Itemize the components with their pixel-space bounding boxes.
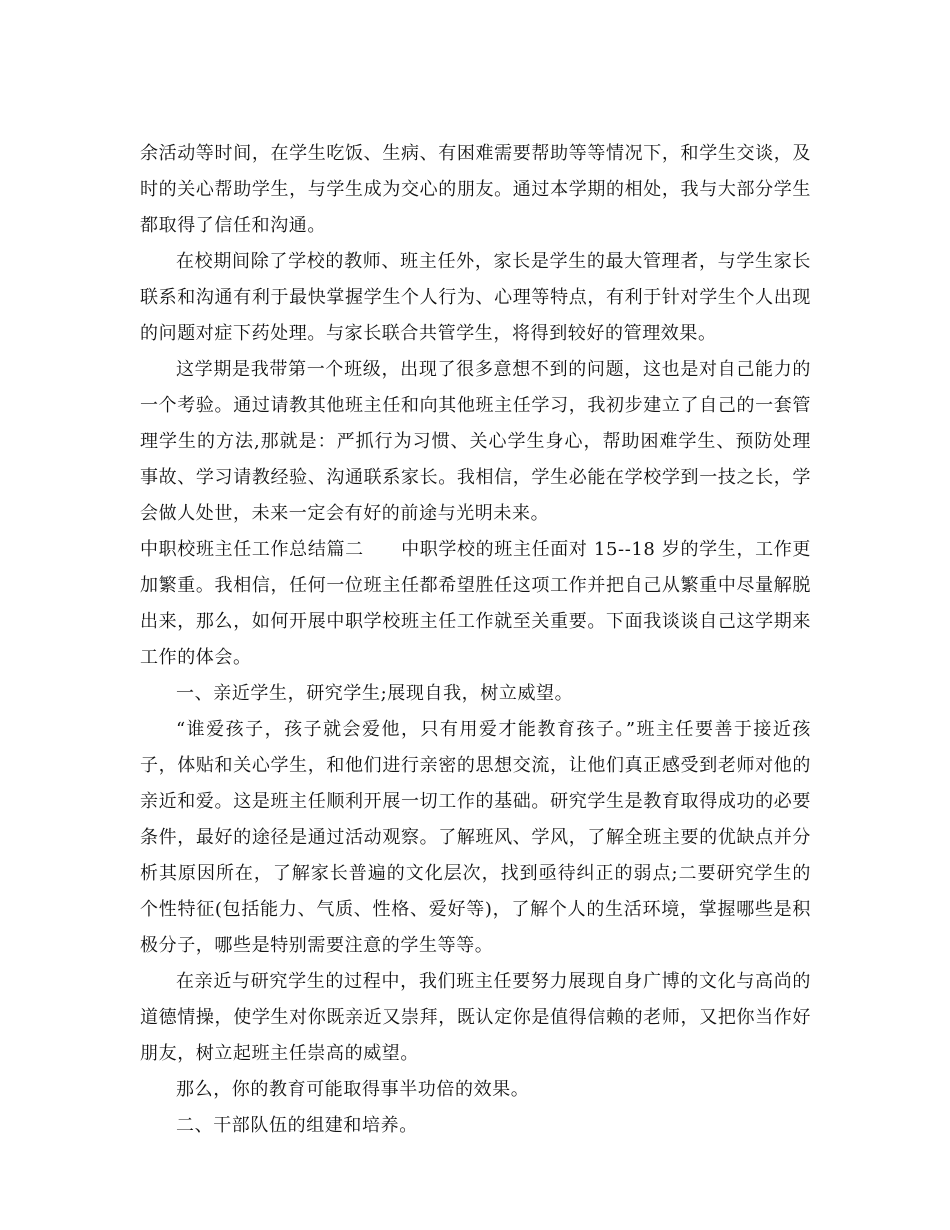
paragraph-2: 在校期间除了学校的教师、班主任外，家长是学生的最大管理者，与学生家长联系和沟通有利于最快掌握学生个人行为、心理等特点，有利于针对学生个人出现的问题对症下药处理。与家长联合共管学生，将得到较好的管理效果。: [140, 251, 811, 344]
paragraph-5-subheading: 一、亲近学生，研究学生;展现自我，树立威望。: [176, 683, 574, 704]
paragraph-3: 这学期是我带第一个班级，出现了很多意想不到的问题，这也是对自己能力的一个考验。通过请教其他班主任和向其他班主任学习，我初步建立了自己的一套管理学生的方法,那就是：严抓行为习惯、关心学生身心，帮助困难学生、预防处理事故、学习请教经验、沟通联系家长。我相信，学生必能在学校学到一技之长，学会做人处世，未来一定会有好的前途与光明未来。: [140, 359, 811, 524]
paragraph-9-subheading: 二、干部队伍的组建和培养。: [176, 1115, 418, 1136]
paragraph-7: 在亲近与研究学生的过程中，我们班主任要努力展现自身广博的文化与高尚的道德情操，使学生对你既亲近又崇拜，既认定你是值得信赖的老师，又把你当作好朋友，树立起班主任崇高的威望。: [140, 971, 811, 1064]
paragraph-8: 那么，你的教育可能取得事半功倍的效果。: [176, 1079, 530, 1100]
paragraph-4-section-heading: 中职校班主任工作总结篇二 中职学校的班主任面对 15--18 岁的学生，工作更加繁重。我相信，任何一位班主任都希望胜任这项工作并把自己从繁重中尽量解脱出来，那么，如何开展中职学校班主任工作就至关重要。下面我谈谈自己这学期来工作的体会。: [140, 539, 811, 668]
paragraph-6: “谁爱孩子，孩子就会爱他，只有用爱才能教育孩子。”班主任要善于接近孩子，体贴和关心学生，和他们进行亲密的思想交流，让他们真正感受到老师对他的亲近和爱。这是班主任顺利开展一切工作的基础。研究学生是教育取得成功的必要条件，最好的途径是通过活动观察。了解班风、学风，了解全班主要的优缺点并分析其原因所在，了解家长普遍的文化层次，找到亟待纠正的弱点;二要研究学生的个性特征(包括能力、气质、性格、爱好等)，了解个人的生活环境，掌握哪些是积极分子，哪些是特别需要注意的学生等等。: [140, 719, 811, 956]
document-page: [140, 136, 811, 1144]
paragraph-1: 余活动等时间，在学生吃饭、生病、有困难需要帮助等等情况下，和学生交谈，及时的关心帮助学生，与学生成为交心的朋友。通过本学期的相处，我与大部分学生都取得了信任和沟通。: [140, 143, 811, 236]
